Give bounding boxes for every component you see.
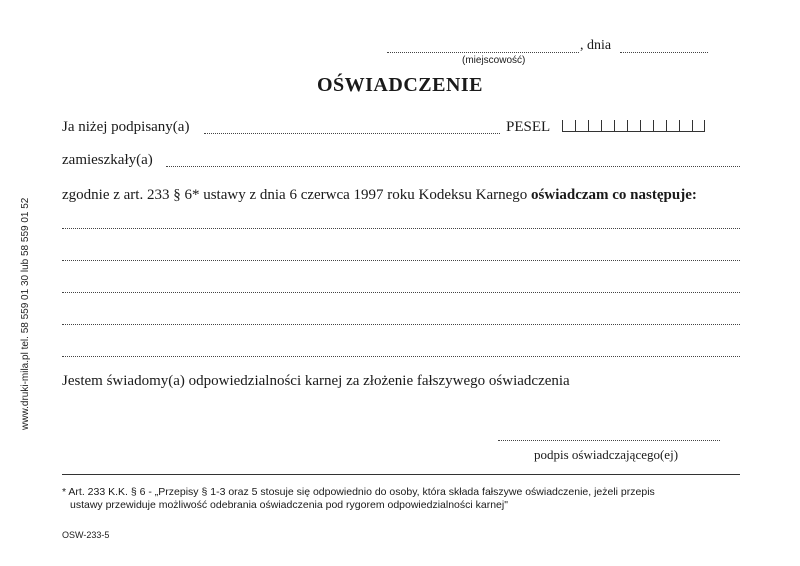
statement-line[interactable]	[62, 228, 740, 229]
pesel-digit-box[interactable]	[588, 120, 601, 132]
footnote	[62, 486, 762, 512]
pesel-digit-box[interactable]	[627, 120, 640, 132]
contact-info-vertical: www.druki-mila.pl tel. 58 559 01 30 lub 58 559 01 52	[20, 197, 31, 430]
awareness-text: Jestem świadomy(a) odpowiedzialności karnej za złożenie fałszywego oświadczenia	[62, 373, 570, 389]
statement-line[interactable]	[62, 292, 740, 293]
form-code: OSW-233-5	[62, 530, 110, 540]
pesel-digit-box[interactable]	[614, 120, 627, 132]
pesel-digit-box[interactable]	[666, 120, 679, 132]
pesel-input-boxes[interactable]	[562, 120, 705, 133]
pesel-digit-box[interactable]	[692, 120, 705, 132]
address-field-line[interactable]	[166, 166, 740, 167]
name-field-line[interactable]	[204, 133, 500, 134]
footnote-line-2: ustawy przewiduje możliwość odebrania oświadczenia pod rygorem odpowiedzialności karnej"	[70, 499, 508, 511]
place-caption: (miejscowość)	[462, 55, 526, 66]
page-title: OŚWIADCZENIE	[316, 74, 484, 96]
pesel-digit-box[interactable]	[601, 120, 614, 132]
statement-intro-regular: zgodnie z art. 233 § 6* ustawy z dnia 6 czerwca 1997 roku Kodeksu Karnego	[62, 187, 532, 203]
place-date-block	[387, 38, 717, 68]
pesel-label: PESEL	[506, 119, 551, 135]
pesel-digit-box[interactable]	[679, 120, 692, 132]
date-field-line[interactable]	[620, 52, 708, 53]
address-label: zamieszkały(a)	[62, 152, 153, 168]
pesel-digit-box[interactable]	[653, 120, 666, 132]
pesel-digit-box[interactable]	[640, 120, 653, 132]
statement-intro-bold: oświadczam co następuje:	[531, 187, 697, 203]
signature-line[interactable]	[498, 440, 720, 441]
statement-line[interactable]	[62, 260, 740, 261]
place-field-line[interactable]	[387, 52, 579, 53]
name-label: Ja niżej podpisany(a)	[62, 119, 190, 135]
footer-separator	[62, 474, 740, 475]
pesel-digit-box[interactable]	[562, 120, 575, 132]
pesel-digit-box[interactable]	[575, 120, 588, 132]
statement-intro	[62, 187, 697, 204]
date-label: , dnia	[580, 38, 612, 53]
signature-caption: podpis oświadczającego(ej)	[534, 447, 679, 462]
footnote-line-1: * Art. 233 K.K. § 6 - „Przepisy § 1-3 oraz 5 stosuje się odpowiednio do osoby, która składa fałszywe oświadczenie, jeżeli przepis	[62, 486, 655, 498]
statement-line[interactable]	[62, 356, 740, 357]
statement-line[interactable]	[62, 324, 740, 325]
